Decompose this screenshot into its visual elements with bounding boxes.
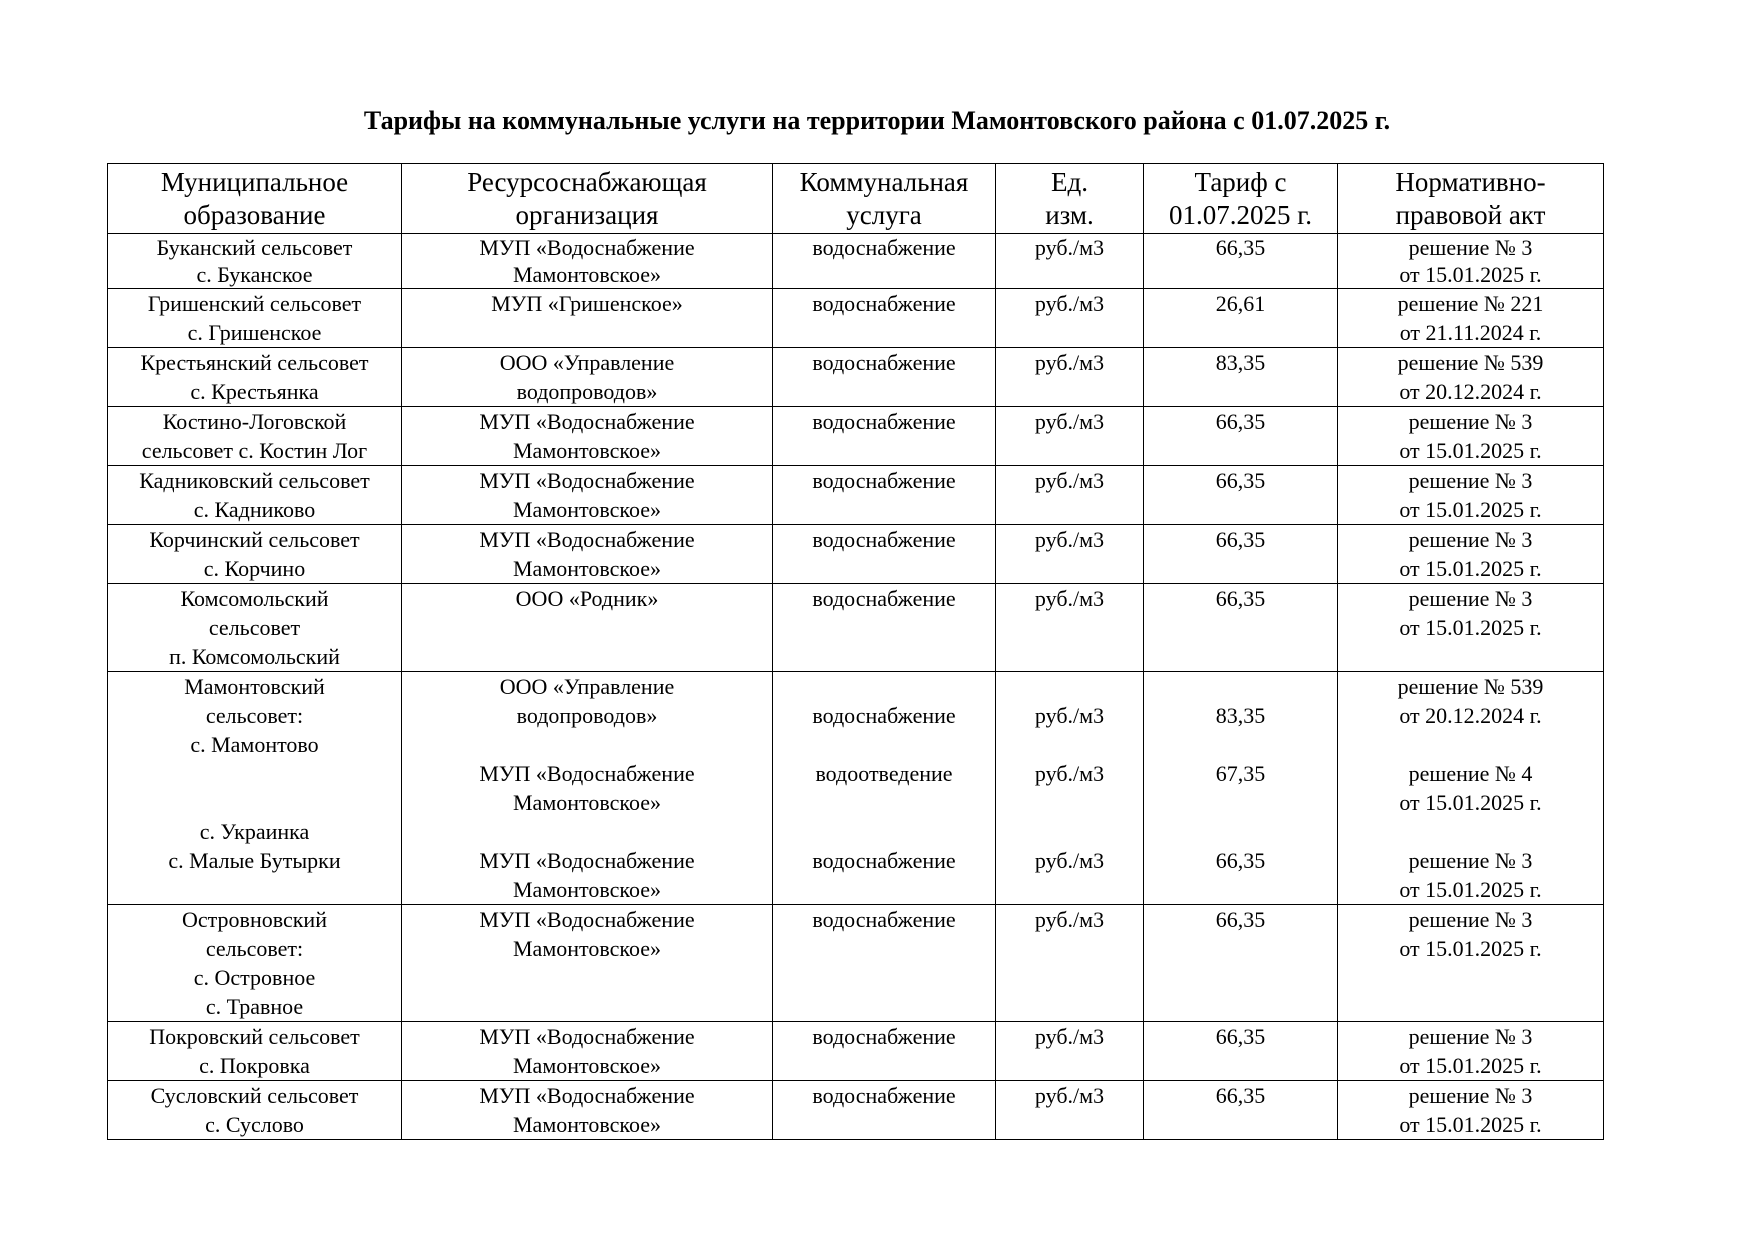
cell-line: руб./м3 (1034, 409, 1105, 434)
cell-line (1148, 730, 1333, 759)
cell-line: руб./м3 (1034, 907, 1105, 932)
cell-line: решение № 3 (1408, 468, 1533, 493)
organization-cell (402, 466, 773, 525)
cell-line: решение № 4 (1408, 761, 1533, 786)
legal-act-cell (1338, 525, 1604, 584)
cell-line: руб./м3 (1034, 468, 1105, 493)
header-line: Нормативно- (1395, 167, 1546, 197)
service-cell (773, 672, 996, 905)
cell-line: с. Буканское (196, 262, 313, 287)
cell-line: водоснабжение (812, 848, 956, 873)
cell-line: 66,35 (1215, 1024, 1266, 1049)
cell-line: решение № 3 (1408, 527, 1533, 552)
service-cell (773, 525, 996, 584)
cell-line: 66,35 (1215, 907, 1266, 932)
cell-line: МУП «Водоснабжение (479, 907, 695, 932)
municipality-cell (108, 584, 402, 672)
municipality-cell (108, 348, 402, 407)
header-unit (996, 164, 1144, 234)
cell-line (1000, 730, 1139, 759)
table-row (108, 234, 1604, 289)
legal-act-cell (1338, 1022, 1604, 1081)
organization-cell (402, 525, 773, 584)
legal-act-cell (1338, 1081, 1604, 1140)
cell-line (406, 730, 768, 759)
cell-line: МУП «Водоснабжение (479, 761, 695, 786)
tariff-cell (1144, 672, 1338, 905)
header-line: Ед. (1051, 167, 1088, 197)
header-line: Тариф с (1194, 167, 1287, 197)
document-title: Тарифы на коммунальные услуги на территории Мамонтовского района с 01.07.2025 г. (363, 106, 1391, 135)
cell-line: МУП «Водоснабжение (479, 1024, 695, 1049)
cell-line: с. Островное (193, 965, 316, 990)
cell-line: водоснабжение (812, 527, 956, 552)
organization-cell (402, 348, 773, 407)
cell-line: Мамонтовское» (513, 497, 661, 522)
cell-line: руб./м3 (1034, 1083, 1105, 1108)
cell-line: ООО «Управление (499, 674, 675, 699)
cell-line: решение № 221 (1397, 291, 1544, 316)
cell-line: Кадниковский сельсовет (139, 468, 370, 493)
tariff-cell (1144, 905, 1338, 1022)
cell-line: от 20.12.2024 г. (1399, 379, 1542, 404)
tariff-cell (1144, 407, 1338, 466)
organization-cell (402, 289, 773, 348)
cell-line (406, 817, 768, 846)
cell-line: руб./м3 (1034, 761, 1105, 786)
cell-line: с. Корчино (203, 556, 306, 581)
table-row (108, 289, 1604, 348)
cell-line: решение № 539 (1397, 350, 1544, 375)
header-line: образование (183, 200, 326, 230)
cell-line: от 15.01.2025 г. (1399, 877, 1542, 902)
cell-line (1342, 730, 1599, 759)
cell-line: Комсомольский (180, 586, 329, 611)
unit-cell (996, 672, 1144, 905)
cell-line: Крестьянский сельсовет (140, 350, 369, 375)
cell-line: водопроводов» (516, 379, 658, 404)
cell-line: 67,35 (1215, 761, 1266, 786)
cell-line (112, 759, 397, 788)
service-cell (773, 466, 996, 525)
tariff-cell (1144, 525, 1338, 584)
cell-line: 66,35 (1215, 527, 1266, 552)
header-line: Ресурсоснабжающая (467, 167, 707, 197)
cell-line: Мамонтовское» (513, 262, 661, 287)
cell-line: от 15.01.2025 г. (1399, 615, 1542, 640)
tariff-cell (1144, 348, 1338, 407)
cell-line (1342, 817, 1599, 846)
cell-line: Мамонтовское» (513, 1112, 661, 1137)
unit-cell (996, 466, 1144, 525)
cell-line: Гришенский сельсовет (147, 291, 362, 316)
cell-line: МУП «Водоснабжение (479, 527, 695, 552)
cell-line: ООО «Родник» (515, 586, 659, 611)
cell-line: 26,61 (1215, 291, 1266, 316)
service-cell (773, 1081, 996, 1140)
cell-line (1000, 672, 1139, 701)
cell-line (1148, 817, 1333, 846)
cell-line: водоснабжение (812, 586, 956, 611)
cell-line: МУП «Гришенское» (491, 291, 683, 316)
cell-line: ООО «Управление (499, 350, 675, 375)
header-organization (402, 164, 773, 234)
cell-line: Островновский (182, 907, 327, 932)
tariff-cell (1144, 1022, 1338, 1081)
tariff-cell (1144, 466, 1338, 525)
legal-act-cell (1338, 466, 1604, 525)
cell-line: Покровский сельсовет (149, 1024, 360, 1049)
cell-line (777, 817, 991, 846)
cell-line: от 15.01.2025 г. (1399, 1053, 1542, 1078)
cell-line: от 15.01.2025 г. (1399, 936, 1542, 961)
cell-line: Буканский сельсовет (156, 235, 353, 260)
cell-line: руб./м3 (1034, 350, 1105, 375)
header-act (1338, 164, 1604, 234)
cell-line: с. Травное (205, 994, 304, 1019)
cell-line: сельсовет: (205, 936, 304, 961)
cell-line: с. Суслово (205, 1112, 304, 1137)
cell-line: Корчинский сельсовет (149, 527, 360, 552)
cell-line: 66,35 (1215, 409, 1266, 434)
municipality-cell (108, 466, 402, 525)
organization-cell (402, 407, 773, 466)
unit-cell (996, 1022, 1144, 1081)
table-row (108, 466, 1604, 525)
header-line: услуга (846, 200, 922, 230)
table-row (108, 905, 1604, 1022)
cell-line: от 20.12.2024 г. (1399, 703, 1542, 728)
cell-line: от 15.01.2025 г. (1399, 1112, 1542, 1137)
unit-cell (996, 289, 1144, 348)
header-row (108, 164, 1604, 234)
unit-cell (996, 525, 1144, 584)
cell-line: 66,35 (1215, 468, 1266, 493)
municipality-cell (108, 407, 402, 466)
cell-line: решение № 3 (1408, 409, 1533, 434)
service-cell (773, 905, 996, 1022)
cell-line: с. Малые Бутырки (168, 848, 341, 873)
cell-line: решение № 3 (1408, 1083, 1533, 1108)
municipality-cell (108, 1081, 402, 1140)
cell-line: сельсовет: (205, 703, 304, 728)
header-service (773, 164, 996, 234)
cell-line: руб./м3 (1034, 235, 1105, 260)
cell-line: руб./м3 (1034, 703, 1105, 728)
cell-line: водоснабжение (812, 235, 956, 260)
cell-line: водоснабжение (812, 1083, 956, 1108)
cell-line: от 15.01.2025 г. (1399, 790, 1542, 815)
header-line: правовой акт (1395, 200, 1546, 230)
legal-act-cell (1338, 584, 1604, 672)
service-cell (773, 348, 996, 407)
cell-line: водоснабжение (812, 291, 956, 316)
header-line: 01.07.2025 г. (1168, 200, 1313, 230)
cell-line: с. Мамонтово (190, 732, 319, 757)
tariff-table (107, 163, 1604, 1140)
cell-line: МУП «Водоснабжение (479, 1083, 695, 1108)
cell-line: решение № 3 (1408, 586, 1533, 611)
cell-line: решение № 3 (1408, 848, 1533, 873)
cell-line: Костино-Логовской (162, 409, 347, 434)
cell-line: Мамонтовское» (513, 438, 661, 463)
cell-line: сельсовет (208, 615, 301, 640)
cell-line: водоснабжение (812, 1024, 956, 1049)
cell-line: с. Крестьянка (190, 379, 319, 404)
cell-line: Мамонтовское» (513, 556, 661, 581)
cell-line: с. Кадниково (193, 497, 316, 522)
tariff-cell (1144, 1081, 1338, 1140)
cell-line: решение № 539 (1397, 674, 1544, 699)
cell-line: решение № 3 (1408, 907, 1533, 932)
unit-cell (996, 348, 1144, 407)
cell-line: от 21.11.2024 г. (1399, 320, 1542, 345)
tariff-cell (1144, 584, 1338, 672)
organization-cell (402, 1022, 773, 1081)
cell-line: от 15.01.2025 г. (1399, 438, 1542, 463)
cell-line: 66,35 (1215, 1083, 1266, 1108)
table-header (108, 164, 1604, 234)
tariff-cell (1144, 289, 1338, 348)
cell-line: Мамонтовский (184, 674, 325, 699)
cell-line (777, 672, 991, 701)
cell-line: МУП «Водоснабжение (479, 468, 695, 493)
table-row (108, 1081, 1604, 1140)
cell-line (1148, 672, 1333, 701)
cell-line: с. Украинка (199, 819, 310, 844)
service-cell (773, 584, 996, 672)
cell-line: от 15.01.2025 г. (1399, 497, 1542, 522)
header-line: Муниципальное (160, 167, 349, 197)
cell-line: руб./м3 (1034, 291, 1105, 316)
unit-cell (996, 407, 1144, 466)
cell-line: руб./м3 (1034, 1024, 1105, 1049)
organization-cell (402, 1081, 773, 1140)
cell-line (777, 788, 991, 817)
legal-act-cell (1338, 407, 1604, 466)
service-cell (773, 1022, 996, 1081)
organization-cell (402, 672, 773, 905)
table-row (108, 407, 1604, 466)
header-line: Коммунальная (799, 167, 969, 197)
table-row (108, 1022, 1604, 1081)
cell-line: водопроводов» (516, 703, 658, 728)
cell-line: водоснабжение (812, 350, 956, 375)
legal-act-cell (1338, 905, 1604, 1022)
organization-cell (402, 234, 773, 289)
cell-line: от 15.01.2025 г. (1399, 556, 1542, 581)
cell-line: Сусловский сельсовет (150, 1083, 359, 1108)
cell-line: 66,35 (1215, 848, 1266, 873)
service-cell (773, 289, 996, 348)
table-row (108, 348, 1604, 407)
service-cell (773, 234, 996, 289)
cell-line: руб./м3 (1034, 586, 1105, 611)
legal-act-cell (1338, 289, 1604, 348)
service-cell (773, 407, 996, 466)
cell-line: решение № 3 (1408, 1024, 1533, 1049)
legal-act-cell (1338, 234, 1604, 289)
municipality-cell (108, 1022, 402, 1081)
tariff-cell (1144, 234, 1338, 289)
unit-cell (996, 234, 1144, 289)
cell-line: 83,35 (1215, 350, 1266, 375)
cell-line: Мамонтовское» (513, 1053, 661, 1078)
cell-line: с. Покровка (199, 1053, 310, 1078)
cell-line: решение № 3 (1408, 235, 1533, 260)
header-tariff (1144, 164, 1338, 234)
cell-line: с. Гришенское (187, 320, 322, 345)
unit-cell (996, 1081, 1144, 1140)
cell-line: водоснабжение (812, 468, 956, 493)
table-row (108, 672, 1604, 905)
cell-line: сельсовет с. Костин Лог (141, 438, 368, 463)
cell-line: МУП «Водоснабжение (479, 409, 695, 434)
municipality-cell (108, 672, 402, 905)
header-municipality (108, 164, 402, 234)
municipality-cell (108, 289, 402, 348)
table-row (108, 584, 1604, 672)
cell-line: 83,35 (1215, 703, 1266, 728)
unit-cell (996, 584, 1144, 672)
cell-line: водоснабжение (812, 907, 956, 932)
cell-line (1000, 788, 1139, 817)
cell-line: Мамонтовское» (513, 790, 661, 815)
organization-cell (402, 905, 773, 1022)
municipality-cell (108, 234, 402, 289)
cell-line: 66,35 (1215, 235, 1266, 260)
cell-line: руб./м3 (1034, 848, 1105, 873)
header-line: изм. (1045, 200, 1094, 230)
organization-cell (402, 584, 773, 672)
cell-line: п. Комсомольский (169, 644, 340, 669)
legal-act-cell (1338, 672, 1604, 905)
municipality-cell (108, 905, 402, 1022)
cell-line: водоснабжение (812, 409, 956, 434)
legal-act-cell (1338, 348, 1604, 407)
cell-line (112, 788, 397, 817)
cell-line: от 15.01.2025 г. (1399, 262, 1542, 287)
cell-line: водоснабжение (812, 703, 956, 728)
cell-line: руб./м3 (1034, 527, 1105, 552)
header-line: организация (515, 200, 659, 230)
cell-line (1000, 817, 1139, 846)
cell-line: Мамонтовское» (513, 936, 661, 961)
cell-line: МУП «Водоснабжение (479, 235, 695, 260)
cell-line (1148, 788, 1333, 817)
cell-line: водоотведение (815, 761, 953, 786)
municipality-cell (108, 525, 402, 584)
cell-line: МУП «Водоснабжение (479, 848, 695, 873)
unit-cell (996, 905, 1144, 1022)
cell-line: Мамонтовское» (513, 877, 661, 902)
cell-line (777, 730, 991, 759)
cell-line: 66,35 (1215, 586, 1266, 611)
table-row (108, 525, 1604, 584)
table-body (108, 234, 1604, 1140)
